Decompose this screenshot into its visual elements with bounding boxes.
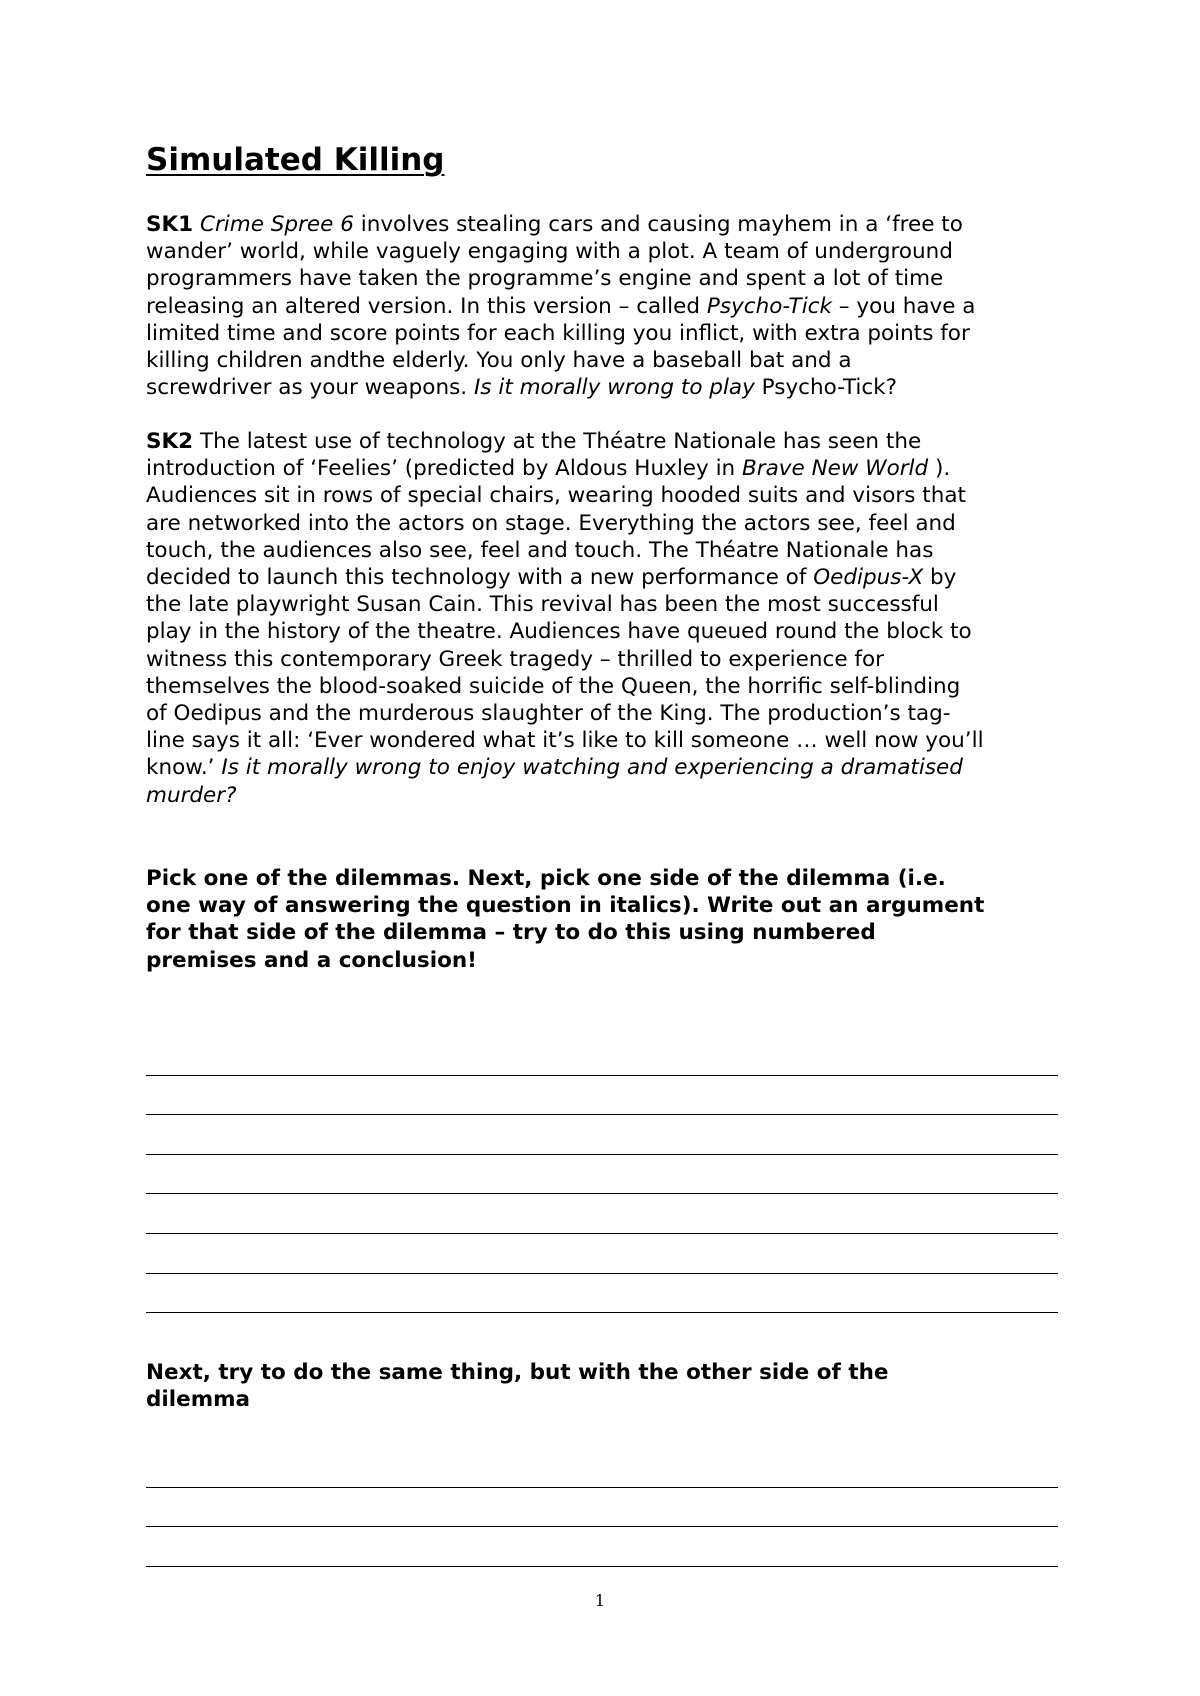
sk1-line-7: screwdriver as your weapons. Is it morally wrong to play Psycho-Tick? [146, 375, 898, 401]
sk1-line-4: releasing an altered version. In this version – called Psycho-Tick – you have a [146, 293, 976, 319]
writing-line[interactable] [146, 1234, 1058, 1274]
sk2-line-7: the late playwright Susan Cain. This revival has been the most successful [146, 592, 939, 618]
writing-line[interactable] [146, 1115, 1058, 1155]
sk1-question: Is it morally wrong to play [473, 375, 755, 401]
sk1-line-5: limited time and score points for each killing you inflict, with extra points for [146, 320, 970, 346]
sk2-line-5: touch, the audiences also see, feel and touch. The Théatre Nationale has [146, 537, 934, 563]
sk2-line-1: SK2 The latest use of technology at the Théatre Nationale has seen the [146, 429, 922, 454]
writing-line[interactable] [146, 1194, 1058, 1234]
sk2-line-10: themselves the blood-soaked suicide of the Queen, the horrific self-blinding [146, 673, 961, 699]
sk2-line-13: know.’ Is it morally wrong to enjoy watching and experiencing a dramatised [146, 755, 963, 781]
sk2-book-title: Brave New World [742, 456, 929, 482]
sk2-line-11: of Oedipus and the murderous slaughter of the King. The production’s tag- [146, 701, 951, 727]
writing-line[interactable] [146, 1448, 1058, 1488]
sk2-label: SK2 [146, 429, 194, 454]
sk2-line-12: line says it all: ‘Ever wondered what it’s like to kill someone … well now you’ll [146, 728, 984, 754]
sk2-line-8: play in the history of the theatre. Audiences have queued round the block to [146, 619, 972, 645]
sk2-play-title: Oedipus-X [813, 565, 924, 591]
sk1-psycho-tick-title: Psycho-Tick [706, 293, 832, 319]
sk2-line-14: murder? [146, 782, 237, 808]
answer-lines-second [146, 1448, 1058, 1567]
page-number: 1 [594, 1591, 606, 1610]
sk1-label: SK1 [146, 212, 194, 237]
answer-lines-first [146, 1036, 1058, 1313]
dilemma-sk1 [146, 211, 1066, 401]
writing-line[interactable] [146, 1155, 1058, 1195]
sk2-line-9: witness this contemporary Greek tragedy – thrilled to experience for [146, 646, 884, 672]
sk2-line-6: decided to launch this technology with a new performance of Oedipus-X by [146, 565, 957, 591]
page-title: Simulated Killing [146, 142, 445, 178]
sk1-game-title: Crime Spree 6 [199, 212, 354, 237]
sk2-question: Is it morally wrong to enjoy watching and experiencing a dramatised [221, 755, 963, 781]
sk1-line-1: SK1 Crime Spree 6 involves stealing cars and causing mayhem in a ‘free to [146, 212, 963, 237]
sk2-line-3: Audiences sit in rows of special chairs, wearing hooded suits and visors that [146, 483, 966, 509]
sk1-line-3: programmers have taken the programme’s engine and spent a lot of time [146, 266, 944, 292]
instruction-first-side: Pick one of the dilemmas. Next, pick one side of the dilemma (i.e. one way of answering the question in italics). Write out an argument for that side of the dilemma – try to do this using numbered premises and a conclusion! [146, 866, 985, 973]
writing-line[interactable] [146, 1036, 1058, 1076]
sk1-line-6: killing children andthe elderly. You only have a baseball bat and a [146, 348, 852, 374]
sk2-line-4: are networked into the actors on stage. Everything the actors see, feel and [146, 510, 956, 536]
writing-line[interactable] [146, 1076, 1058, 1116]
dilemma-sk2 [146, 428, 1066, 809]
instruction-other-side: Next, try to do the same thing, but with the other side of the dilemma [146, 1360, 889, 1413]
writing-line[interactable] [146, 1527, 1058, 1567]
sk1-line-2: wander’ world, while vaguely engaging with a plot. A team of underground [146, 239, 953, 265]
sk2-line-2: introduction of ‘Feelies’ (predicted by Aldous Huxley in Brave New World ). [146, 456, 951, 482]
writing-line[interactable] [146, 1488, 1058, 1528]
writing-line[interactable] [146, 1274, 1058, 1314]
